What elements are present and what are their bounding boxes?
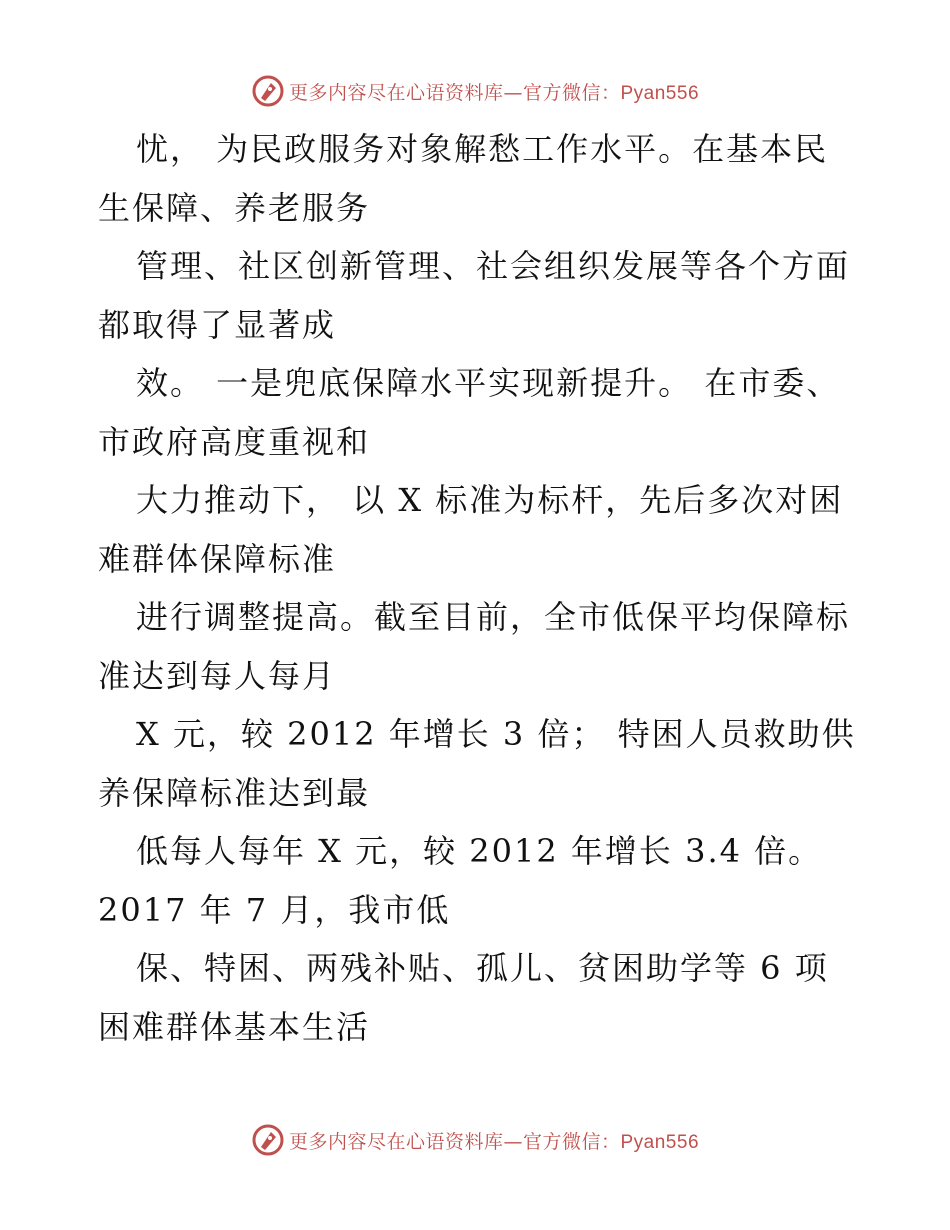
text-line: 效。 一是兜底保障水平实现新提升。 在市委、: [136, 364, 841, 402]
text-line: 进行调整提高。截至目前，全市低保平均保障标: [136, 598, 851, 636]
watermark-text: 更多内容尽在心语资料库—官方微信：Pyan556: [288, 81, 700, 104]
watermark-text: 更多内容尽在心语资料库—官方微信：Pyan556: [288, 1130, 700, 1153]
text-line: 管理、社区创新管理、社会组织发展等各个方面: [136, 247, 851, 285]
text-line: 市政府高度重视和: [98, 422, 371, 461]
text-line: 难群体保障标准: [98, 539, 337, 578]
document-body: [98, 120, 858, 1056]
text-line: 保、特困、两残补贴、孤儿、贫困助学等 6 项: [136, 949, 829, 987]
text-line: X 元，较 2012 年增长 3 倍； 特困人员救助供: [136, 715, 856, 753]
text-line: 2017 年 7 月，我市低: [98, 890, 451, 929]
text-line: 大力推动下， 以 X 标准为标杆，先后多次对困: [136, 481, 844, 519]
pen-nib-logo-icon: [251, 74, 285, 108]
header-watermark: [0, 71, 950, 111]
text-line: 忧， 为民政服务对象解愁工作水平。在基本民: [136, 130, 829, 168]
text-line: 低每人每年 X 元，较 2012 年增长 3.4 倍。: [136, 832, 823, 870]
text-line: 都取得了显著成: [98, 305, 337, 344]
text-line: 养保障标准达到最: [98, 773, 371, 812]
text-line: 准达到每人每月: [98, 656, 337, 695]
footer-watermark: [0, 1120, 950, 1160]
text-line: 困难群体基本生活: [98, 1007, 371, 1046]
text-line: 生保障、养老服务: [98, 188, 371, 227]
pen-nib-logo-icon: [251, 1123, 285, 1157]
